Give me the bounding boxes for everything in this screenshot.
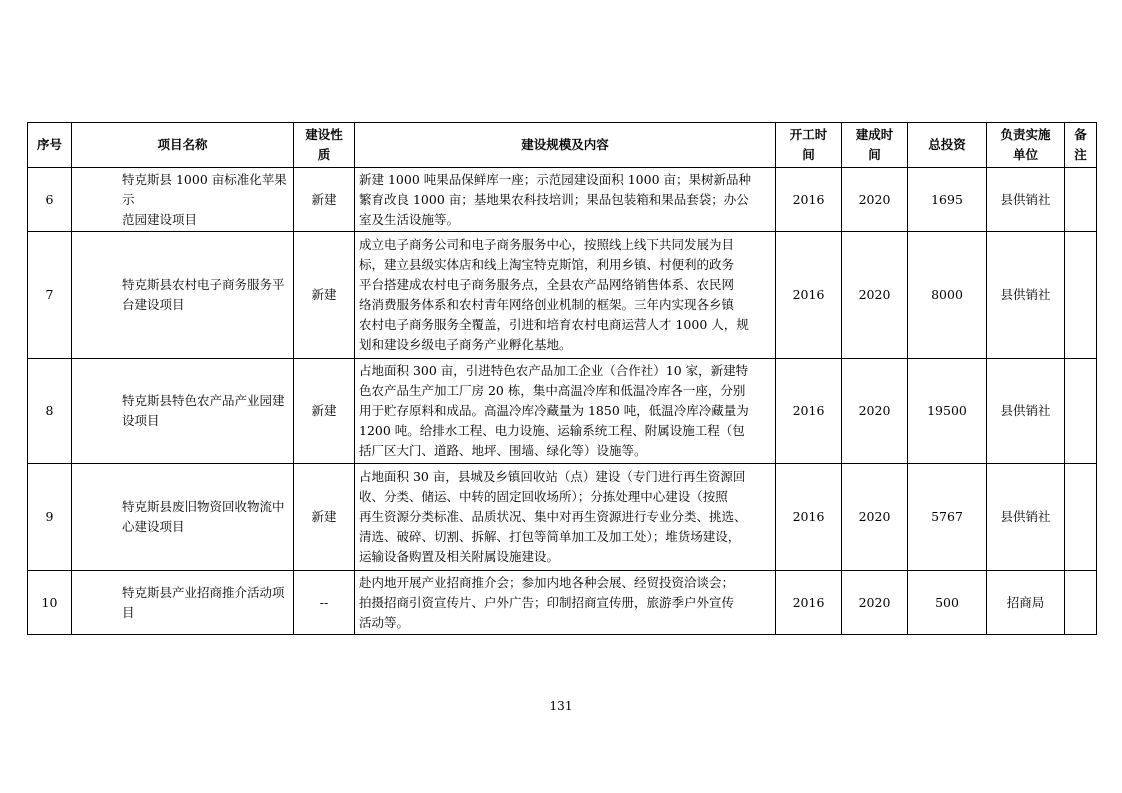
cell-end: 2020 xyxy=(842,168,908,232)
cell-content: 成立电子商务公司和电子商务服务中心，按照线上线下共同发展为目 标，建立县级实体店和线上淘宝特克斯馆，利用乡镇、村便利的政务 平台搭建成农村电子商务服务点，全县农产品网络销售体系、农民网 络消费服务体系和农村青年网络创业机制的框架。三年内实现各乡镇 农村电子商务服务全覆盖，引进和培育农村电商运营人才 1000 人，规 划和建设乡级电子商务产业孵化基地。 xyxy=(355,232,776,359)
table-row xyxy=(28,359,1097,464)
table-row xyxy=(28,464,1097,571)
cell-content: 赴内地开展产业招商推介会；参加内地各种会展、经贸投资洽谈会； 拍摄招商引资宣传片、户外广告；印制招商宣传册，旅游季户外宣传 活动等。 xyxy=(355,571,776,635)
cell-investment: 500 xyxy=(908,571,987,635)
header-seq: 序号 xyxy=(28,123,72,168)
cell-investment: 5767 xyxy=(908,464,987,571)
header-start: 开工时 间 xyxy=(776,123,842,168)
cell-seq: 8 xyxy=(28,359,72,464)
cell-start: 2016 xyxy=(776,168,842,232)
header-unit: 负责实施 单位 xyxy=(987,123,1065,168)
table-header-row xyxy=(28,123,1097,168)
cell-unit: 县供销社 xyxy=(987,168,1065,232)
header-nature: 建设性 质 xyxy=(294,123,355,168)
project-table xyxy=(27,122,1097,635)
cell-investment: 19500 xyxy=(908,359,987,464)
cell-unit: 县供销社 xyxy=(987,232,1065,359)
table-row xyxy=(28,571,1097,635)
cell-project-name: 特克斯县废旧物资回收物流中 心建设项目 xyxy=(72,464,294,571)
cell-investment: 1695 xyxy=(908,168,987,232)
cell-investment: 8000 xyxy=(908,232,987,359)
page-number: 131 xyxy=(549,699,573,713)
cell-start: 2016 xyxy=(776,571,842,635)
cell-content: 新建 1000 吨果品保鲜库一座；示范园建设面积 1000 亩；果树新品种 繁育改良 1000 亩；基地果农科技培训；果品包装箱和果品套袋；办公 室及生活设施等。 xyxy=(355,168,776,232)
cell-remarks xyxy=(1065,232,1097,359)
header-name: 项目名称 xyxy=(72,123,294,168)
cell-unit: 县供销社 xyxy=(987,359,1065,464)
cell-project-name: 特克斯县特色农产品产业园建 设项目 xyxy=(72,359,294,464)
cell-project-name: 特克斯县 1000 亩标准化苹果示 范园建设项目 xyxy=(72,168,294,232)
header-content: 建设规模及内容 xyxy=(355,123,776,168)
cell-remarks xyxy=(1065,359,1097,464)
cell-remarks xyxy=(1065,464,1097,571)
cell-remarks xyxy=(1065,571,1097,635)
cell-seq: 7 xyxy=(28,232,72,359)
cell-end: 2020 xyxy=(842,571,908,635)
cell-content: 占地面积 300 亩，引进特色农产品加工企业（合作社）10 家，新建特 色农产品生产加工厂房 20 栋，集中高温冷库和低温冷库各一座，分别 用于贮存原料和成品。高温冷库冷藏量为 1850 吨，低温冷库冷藏量为 1200 吨。给排水工程、电力设施、运输系统工程、附属设施工程（包 括厂区大门、道路、地坪、围墙、绿化等）设施等。 xyxy=(355,359,776,464)
cell-seq: 10 xyxy=(28,571,72,635)
cell-nature: 新建 xyxy=(294,464,355,571)
cell-start: 2016 xyxy=(776,232,842,359)
cell-start: 2016 xyxy=(776,464,842,571)
cell-seq: 9 xyxy=(28,464,72,571)
cell-project-name: 特克斯县产业招商推介活动项 目 xyxy=(72,571,294,635)
header-remarks: 备注 xyxy=(1065,123,1097,168)
cell-start: 2016 xyxy=(776,359,842,464)
cell-project-name: 特克斯县农村电子商务服务平 台建设项目 xyxy=(72,232,294,359)
cell-nature: -- xyxy=(294,571,355,635)
header-end: 建成时 间 xyxy=(842,123,908,168)
cell-seq: 6 xyxy=(28,168,72,232)
cell-unit: 县供销社 xyxy=(987,464,1065,571)
cell-end: 2020 xyxy=(842,359,908,464)
cell-unit: 招商局 xyxy=(987,571,1065,635)
cell-end: 2020 xyxy=(842,232,908,359)
header-investment: 总投资 xyxy=(908,123,987,168)
cell-nature: 新建 xyxy=(294,359,355,464)
cell-content: 占地面积 30 亩，县城及乡镇回收站（点）建设（专门进行再生资源回 收、分类、储运、中转的固定回收场所）；分拣处理中心建设（按照 再生资源分类标准、品质状况、集中对再生资源进行专业分类、挑选、 清选、破碎、切割、拆解、打包等简单加工及加工处）；堆货场建设， 运输设备购置及相关附属设施建设。 xyxy=(355,464,776,571)
cell-end: 2020 xyxy=(842,464,908,571)
table-row xyxy=(28,168,1097,232)
cell-remarks xyxy=(1065,168,1097,232)
cell-nature: 新建 xyxy=(294,232,355,359)
cell-nature: 新建 xyxy=(294,168,355,232)
table-row xyxy=(28,232,1097,359)
